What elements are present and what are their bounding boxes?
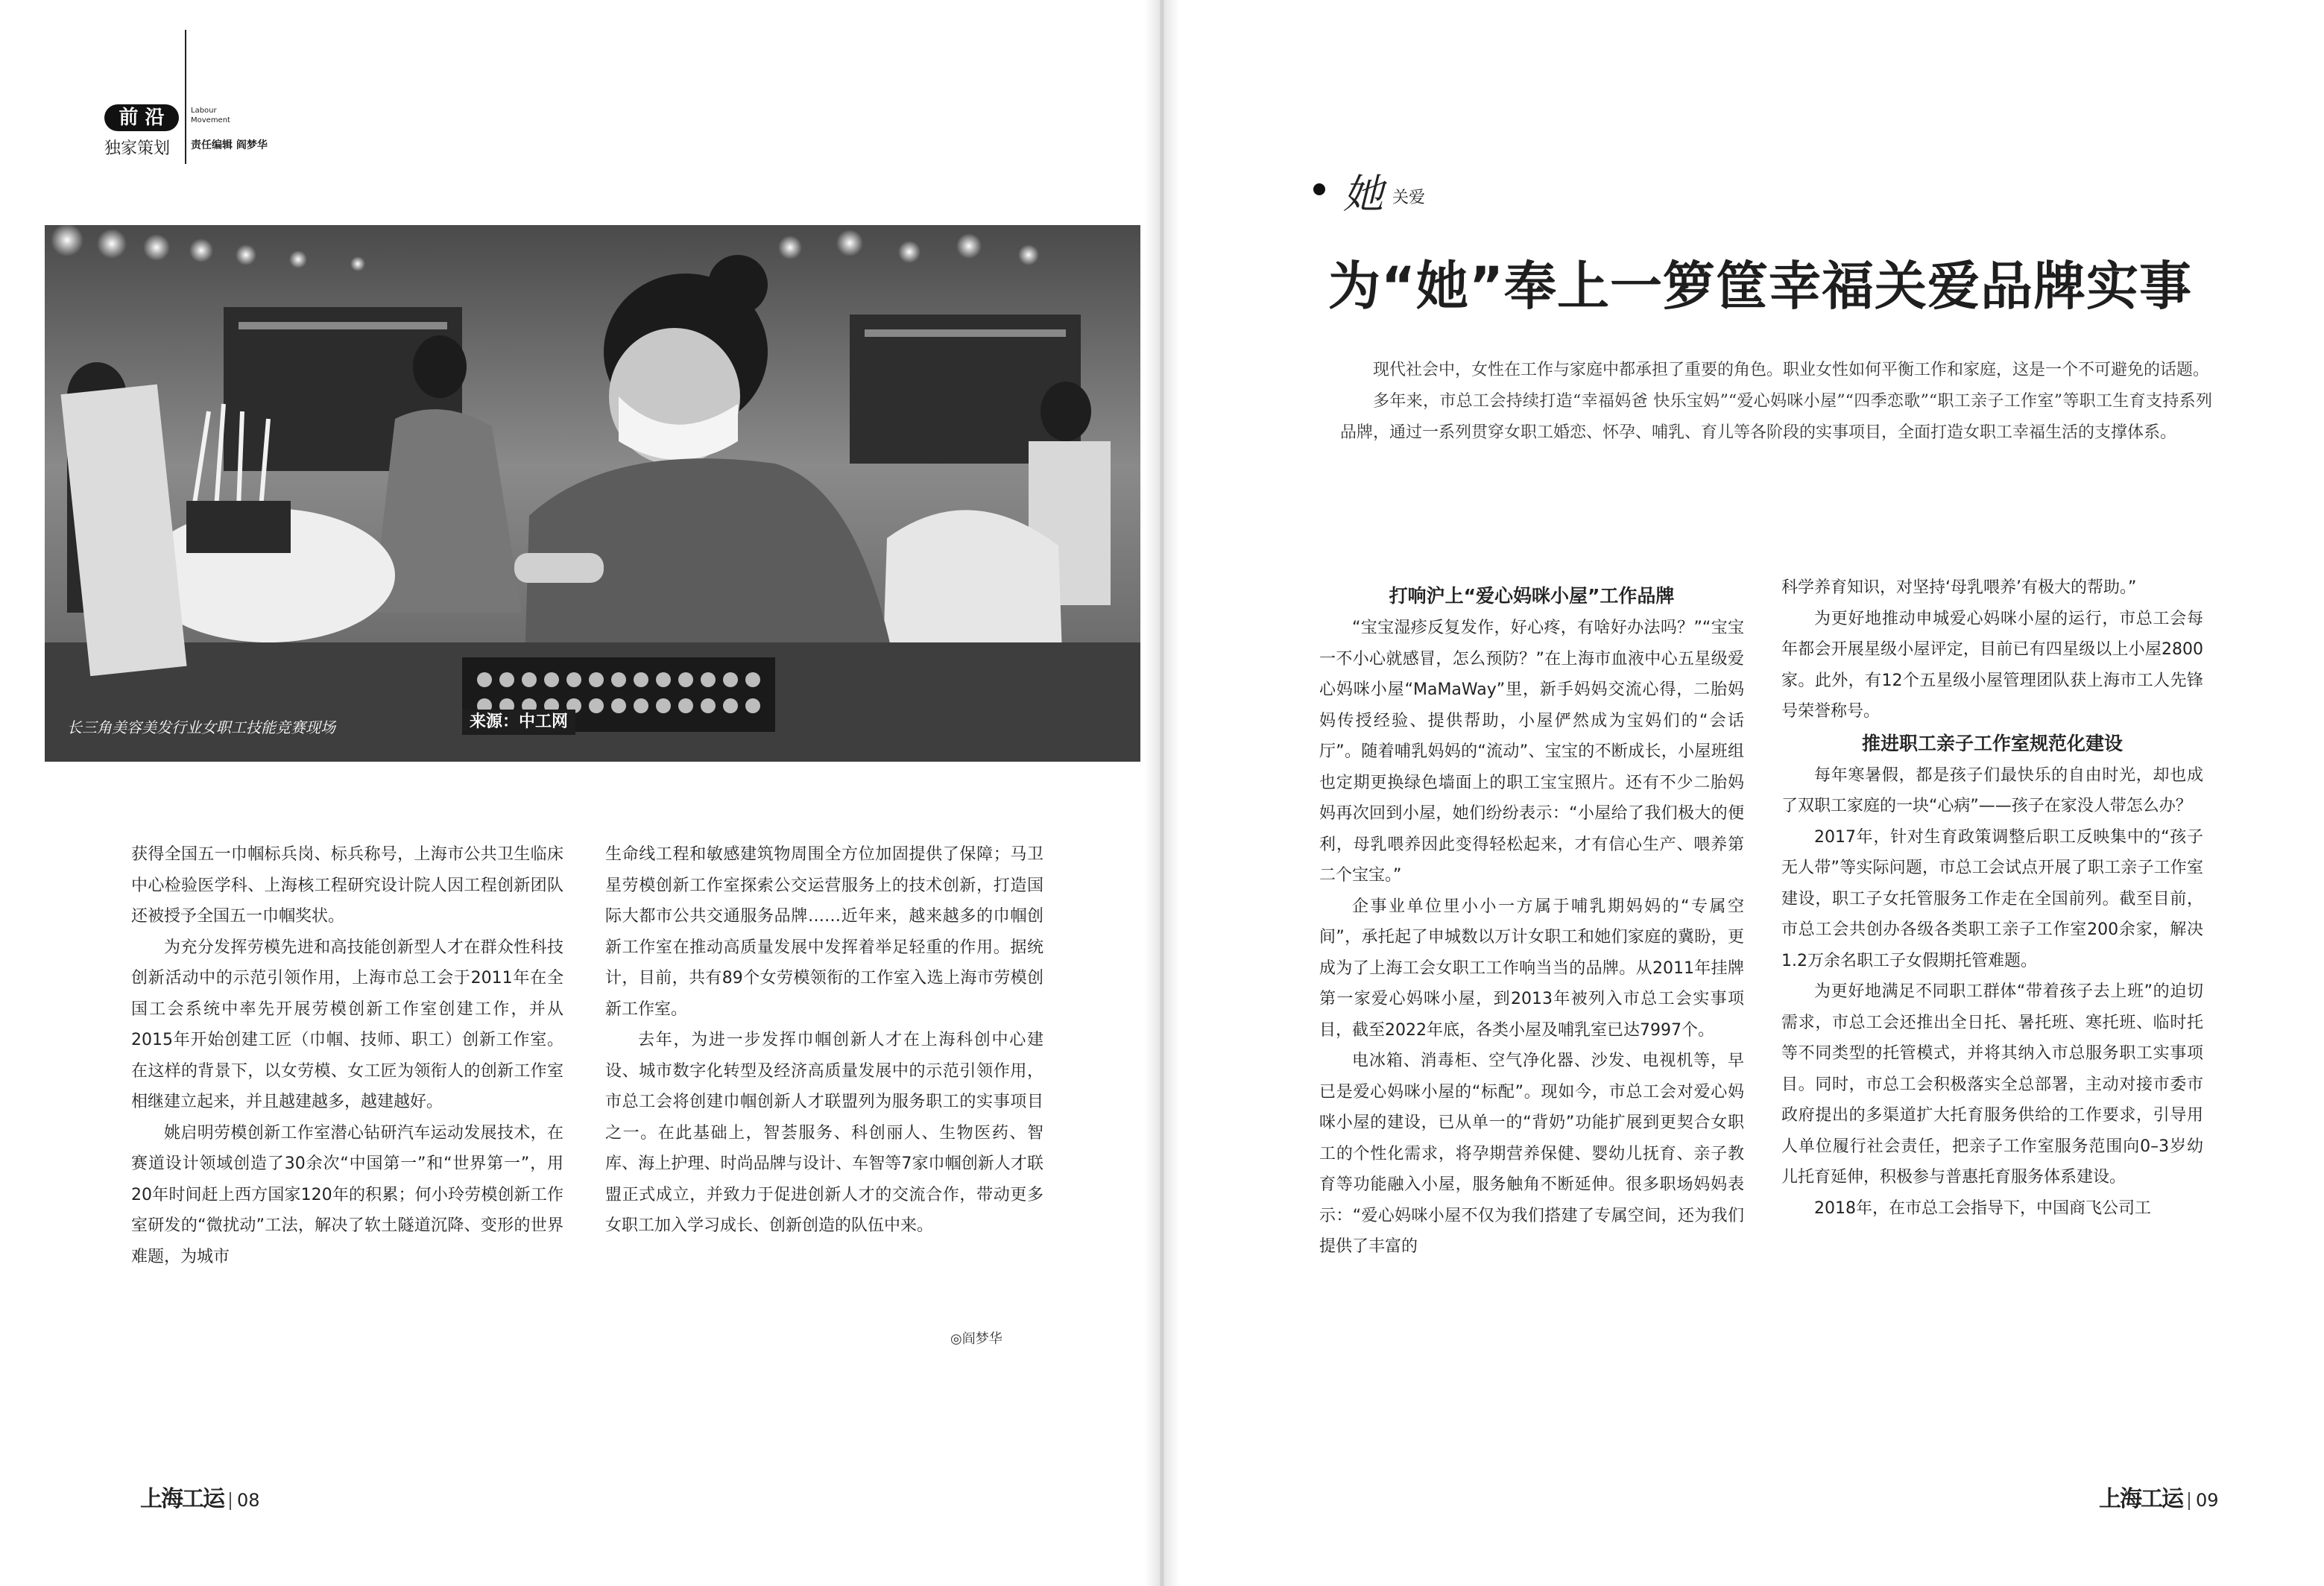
magazine-logo: 上海工运 [2099, 1486, 2182, 1512]
paragraph: 姚启明劳模创新工作室潜心钻研汽车运动发展技术，在赛道设计领域创造了30余次“中国第一”和“世界第一”，用20年时间赶上西方国家120年的积累；何小玲劳模创新工作室研发的“微扰动”工法，解决了软土隧道沉降、变形的世界难题，为城市 [131, 1123, 563, 1266]
article-title: 为“她”奉上一箩筐幸福关爱品牌实事 [1328, 256, 2193, 317]
paragraph: 去年，为进一步发挥巾帼创新人才在上海科创中心建设、城市数字化转型及经济高质量发展中的示范引领作用，市总工会将创建巾帼创新人才联盟列为服务职工的实事项目之一。在此基础上，智荟服务、科创丽人、生物医药、智库、海上护理、时尚品牌与设计、车智等7家巾帼创新人才联盟正式成立，并致力于促进创新人才的交流合作，带动更多女职工加入学习成长、创新创造的队伍中来。 [605, 1031, 1043, 1235]
section-label: 关爱 [1392, 189, 1426, 207]
paragraph: 企事业单位里小小一方属于哺乳期妈妈的“专属空间”，承托起了申城数以万计女职工和她们家庭的冀盼，更成为了上海工会女职工工作响当当的品牌。从2011年挂牌第一家爱心妈咪小屋，到2013年被列入市总工会实事项目，截至2022年底，各类小屋及哺乳室已达7997个。 [1319, 897, 1744, 1040]
bullet-icon [1313, 183, 1325, 195]
paragraph: 为更好地满足不同职工群体“带着孩子去上班”的迫切需求，市总工会还推出全日托、暑托班、寒托班、临时托等不同类型的托管模式，并将其纳入市总服务职工实事项目。同时，市总工会积极落实全总部署，主动对接市委市政府提出的多渠道扩大托育服务供给的工作要求，引导用人单位履行社会责任，把亲子工作室服务范围向0–3岁幼儿托育延伸，积极参与普惠托育服务体系建设。 [1781, 982, 2203, 1187]
section-subtitle: 独家策划 [104, 139, 171, 158]
paragraph: 每年寒暑假，都是孩子们最快乐的自由时光，却也成了双职工家庭的一块“心病”——孩子在家没人带怎么办？ [1781, 765, 2203, 815]
paragraph: 为充分发挥劳模先进和高技能创新型人才在群众性科技创新活动中的示范引领作用，上海市总工会于2011年在全国工会系统中率先开展劳模创新工作室创建工作，并从2015年开始创建工匠（巾帼、技师、职工）创新工作室。在这样的背景下，以女劳模、女工匠为领衔人的创新工作室相继建立起来，并且越建越多，越建越好。 [131, 938, 563, 1111]
page-number: 08 [237, 1490, 260, 1511]
responsible-editor: 责任编辑 阎梦华 [191, 139, 268, 151]
left-page [0, 0, 1160, 1586]
article-byline: ◎阎梦华 [950, 1331, 1002, 1347]
photo-source: 来源：中工网 [462, 710, 575, 735]
photo-illustration [45, 225, 1140, 762]
body-column-2 [605, 839, 1043, 1242]
page-gutter [1145, 0, 1179, 1586]
magazine-logo: 上海工运 [140, 1486, 224, 1512]
folio-divider [230, 1492, 231, 1510]
paragraph: 2018年，在市总工会指导下，中国商飞公司工 [1814, 1198, 2151, 1218]
page-number: 09 [2196, 1490, 2219, 1511]
folio-divider [2188, 1492, 2190, 1510]
lead-paragraph: 现代社会中，女性在工作与家庭中都承担了重要的角色。职业女性如何平衡工作和家庭，这是一个不可避免的话题。 [1373, 361, 2210, 379]
section-glyph: 她 [1343, 171, 1383, 218]
page-folio-right [2099, 1480, 2219, 1513]
right-page [1164, 0, 2324, 1586]
section-english: Labour Movement [191, 107, 230, 124]
paragraph: 获得全国五一巾帼标兵岗、标兵称号，上海市公共卫生临床中心检验医学科、上海核工程研究设计院人因工程创新团队还被授予全国五一巾帼奖状。 [131, 845, 563, 926]
competition-photo [45, 225, 1140, 762]
body-column-1 [131, 839, 563, 1272]
paragraph: 为更好地推动申城爱心妈咪小屋的运行，市总工会每年都会开展星级小屋评定，目前已有四星级以上小屋2800家。此外，有12个五星级小屋管理团队获上海市工人先锋号荣誉称号。 [1781, 609, 2203, 721]
subheading: 推进职工亲子工作室规范化建设 [1861, 732, 2123, 754]
page-folio-left [140, 1480, 260, 1513]
subheading: 打响沪上“爱心妈咪小屋”工作品牌 [1389, 585, 1675, 607]
article-lead [1340, 355, 2212, 449]
paragraph: 电冰箱、消毒柜、空气净化器、沙发、电视机等，早已是爱心妈咪小屋的“标配”。现如今，市总工会对爱心妈咪小屋的建设，已从单一的“背奶”功能扩展到更契合女职工的个性化需求，将孕期营养保健、婴幼儿抚育、亲子教育等功能融入小屋，服务触角不断延伸。很多职场妈妈表示：“爱心妈咪小屋不仅为我们搭建了专属空间，还为我们提供了丰富的 [1319, 1052, 1744, 1256]
photo-caption: 长三角美容美发行业女职工技能竞赛现场 [67, 718, 335, 736]
body-column-3 [1319, 580, 1744, 1263]
lead-paragraph: 多年来，市总工会持续打造“幸福妈爸 快乐宝妈”“爱心妈咪小屋”“四季恋歌”“职工亲子工作室”等职工生育支持系列品牌，通过一系列贯穿女职工婚恋、怀孕、哺乳、育儿等各阶段的实事项目，全面打造女职工幸福生活的支撑体系。 [1340, 392, 2212, 442]
paragraph: 科学养育知识，对坚持‘母乳喂养’有极大的帮助。” [1781, 578, 2137, 597]
body-column-4 [1781, 572, 2203, 1224]
section-badge: 前 沿 [104, 104, 179, 131]
paragraph: 生命线工程和敏感建筑物周围全方位加固提供了保障；马卫星劳模创新工作室探索公交运营服务上的技术创新，打造国际大都市公共交通服务品牌……近年来，越来越多的巾帼创新工作室在推动高质量发展中发挥着举足轻重的作用。据统计，目前，共有89个女劳模领衔的工作室入选上海市劳模创新工作室。 [605, 845, 1043, 1019]
paragraph: “宝宝湿疹反复发作，好心疼，有啥好办法吗？”“宝宝一不小心就感冒，怎么预防？”在上海市血液中心五星级爱心妈咪小屋“MaMaWay”里，新手妈妈交流心得，二胎妈妈传授经验、提供帮助，小屋俨然成为宝妈们的“会话厅”。随着哺乳妈妈的“流动”、宝宝的不断成长，小屋班组也定期更换绿色墙面上的职工宝宝照片。还有不少二胎妈妈再次回到小屋，她们纷纷表示：“小屋给了我们极大的便利，母乳喂养因此变得轻松起来，才有信心生产、喂养第二个宝宝。” [1319, 619, 1744, 885]
paragraph: 2017年，针对生育政策调整后职工反映集中的“孩子无人带”等实际问题，市总工会试点开展了职工亲子工作室建设，职工子女托管服务工作走在全国前列。截至目前，市总工会共创办各级各类职工亲子工作室200余家，解决1.2万余名职工子女假期托管难题。 [1781, 827, 2203, 970]
